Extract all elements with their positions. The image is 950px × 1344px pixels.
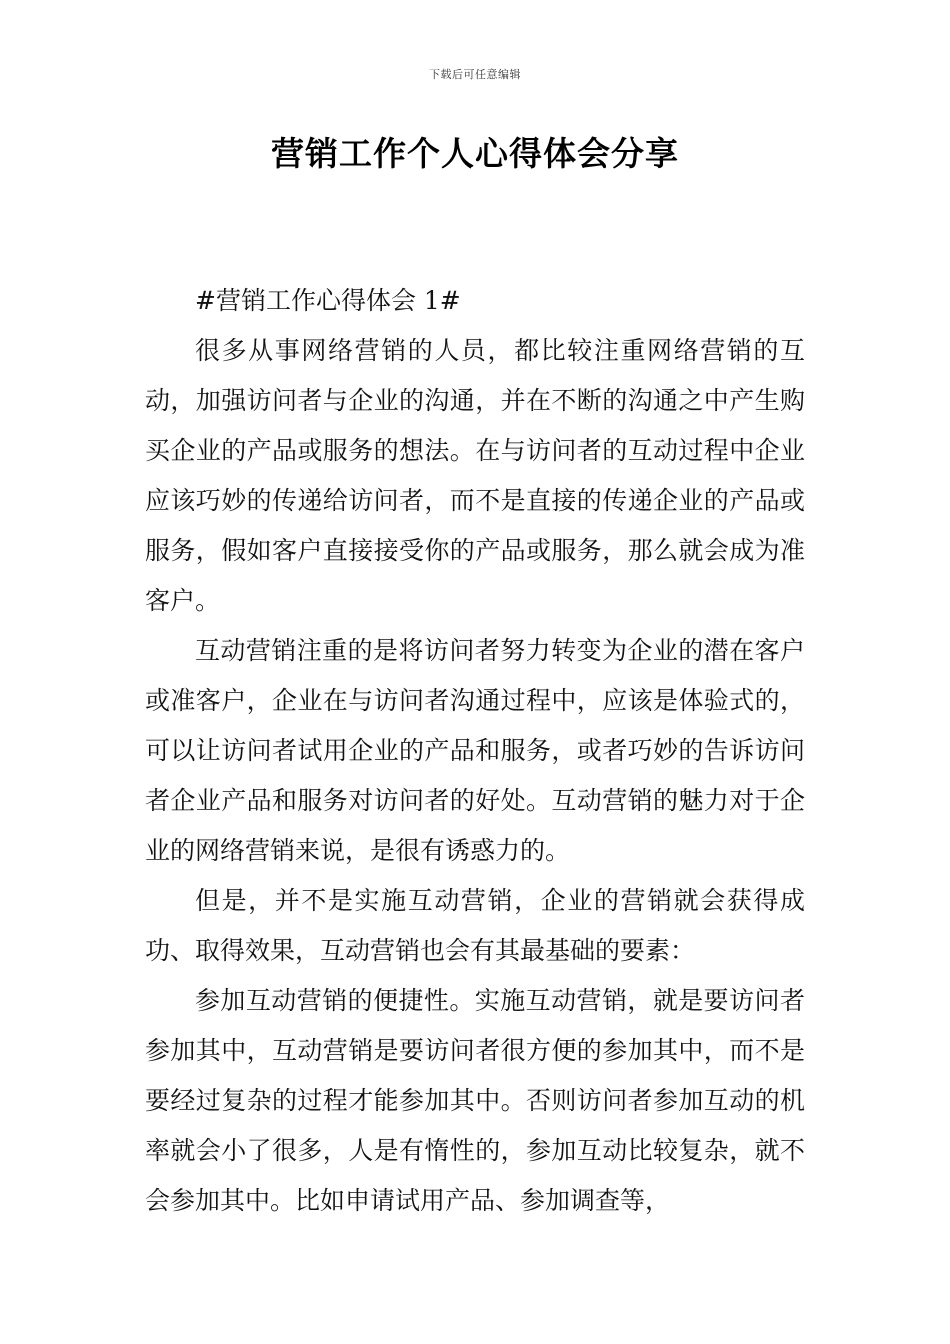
paragraph: 参加互动营销的便捷性。实施互动营销，就是要访问者参加其中，互动营销是要访问者很方便的参加其中，而不是要经过复杂的过程才能参加其中。否则访问者参加互动的机率就会小了很多，人是有惰性的，参加互动比较复杂，就不会参加其中。比如申请试用产品、参加调查等，	[145, 986, 805, 1215]
paragraph: 但是，并不是实施互动营销，企业的营销就会获得成功、取得效果，互动营销也会有其最基础的要素：	[145, 886, 805, 965]
section-heading: #营销工作心得体会 1#	[195, 286, 461, 315]
header-note: 下载后可任意编辑	[429, 68, 521, 81]
document-title: 营销工作个人心得体会分享	[271, 134, 679, 173]
paragraph: 互动营销注重的是将访问者努力转变为企业的潜在客户或准客户，企业在与访问者沟通过程中，应该是体验式的，可以让访问者试用企业的产品和服务，或者巧妙的告诉访问者企业产品和服务对访问者的好处。互动营销的魅力对于企业的网络营销来说，是很有诱惑力的。	[145, 636, 805, 865]
document-body	[145, 276, 805, 1226]
paragraph: 很多从事网络营销的人员，都比较注重网络营销的互动，加强访问者与企业的沟通，并在不断的沟通之中产生购买企业的产品或服务的想法。在与访问者的互动过程中企业应该巧妙的传递给访问者，而不是直接的传递企业的产品或服务，假如客户直接接受你的产品或服务，那么就会成为准客户。	[145, 336, 805, 615]
